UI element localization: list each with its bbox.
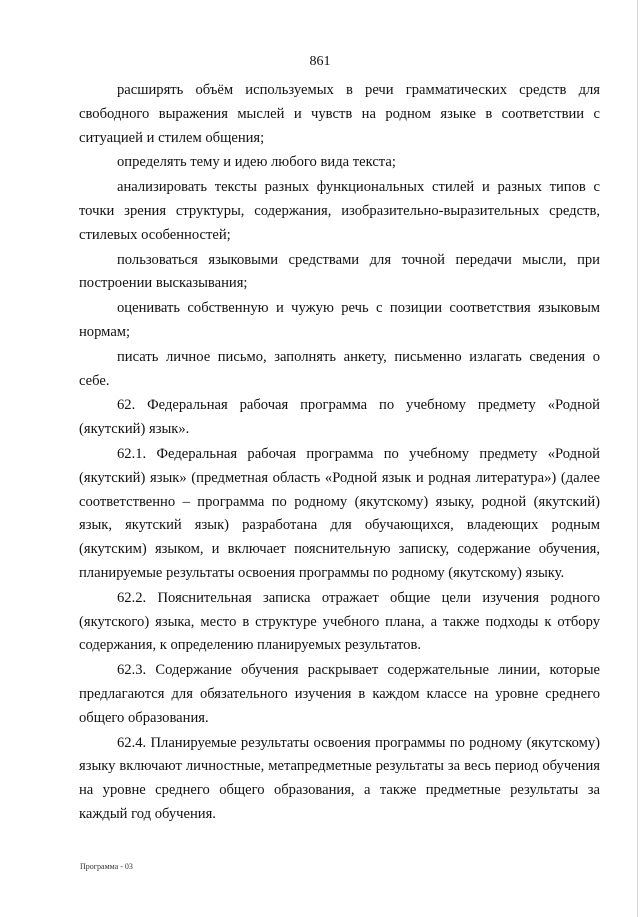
- paragraph-1: расширять объём используемых в речи грамматических средств для свободного выражения мыслей и чувств на родном языке в соответствии с ситуацией и стилем общения;: [79, 82, 600, 146]
- section-62-4: 62.4. Планируемые результаты освоения программы по родному (якутскому) языку включают личностные, метапредметные результаты за весь период обучения на уровне среднего общего образования, а также предметные результаты за каждый год обучения.: [79, 734, 600, 822]
- paragraph-6: писать личное письмо, заполнять анкету, письменно излагать сведения о себе.: [79, 348, 600, 389]
- paragraph-3: анализировать тексты разных функциональных стилей и разных типов с точки зрения структуры, содержания, изобразительно-выразительных средств, стилевых особенностей;: [79, 179, 600, 243]
- paragraph-5: оценивать собственную и чужую речь с позиции соответствия языковым нормам;: [79, 300, 600, 340]
- section-62-2: 62.2. Пояснительная записка отражает общие цели изучения родного (якутского) языка, место в структуре учебного плана, а также подходы к отбору содержания, к определению планируемых результатов.: [79, 589, 600, 654]
- body-text: [79, 79, 600, 828]
- page-number: 861: [309, 54, 331, 69]
- section-62-1: 62.1. Федеральная рабочая программа по учебному предмету «Родной (якутский) язык» (предметная область «Родной язык и родная литература») (далее соответственно – программа по родному (якутскому) языку, родной (якутский) язык, якутский язык) разработана для обучающихся, владеющих родным (якутским) языком, и включает пояснительную записку, содержание обучения, планируемые результаты освоения программы по родному (якутскому) языку.: [79, 445, 600, 581]
- paragraph-2: определять тему и идею любого вида текста;: [117, 154, 396, 171]
- page-edge: [637, 0, 638, 917]
- section-62-3: 62.3. Содержание обучения раскрывает содержательные линии, которые предлагаются для обязательного изучения в каждом классе на уровне среднего общего образования.: [79, 662, 600, 726]
- paragraph-4: пользоваться языковыми средствами для точной передачи мысли, при построении высказывания;: [79, 251, 600, 292]
- page-footer: Программа - 03: [80, 862, 133, 871]
- section-62-heading: 62. Федеральная рабочая программа по учебному предмету «Родной (якутский) язык».: [79, 397, 600, 438]
